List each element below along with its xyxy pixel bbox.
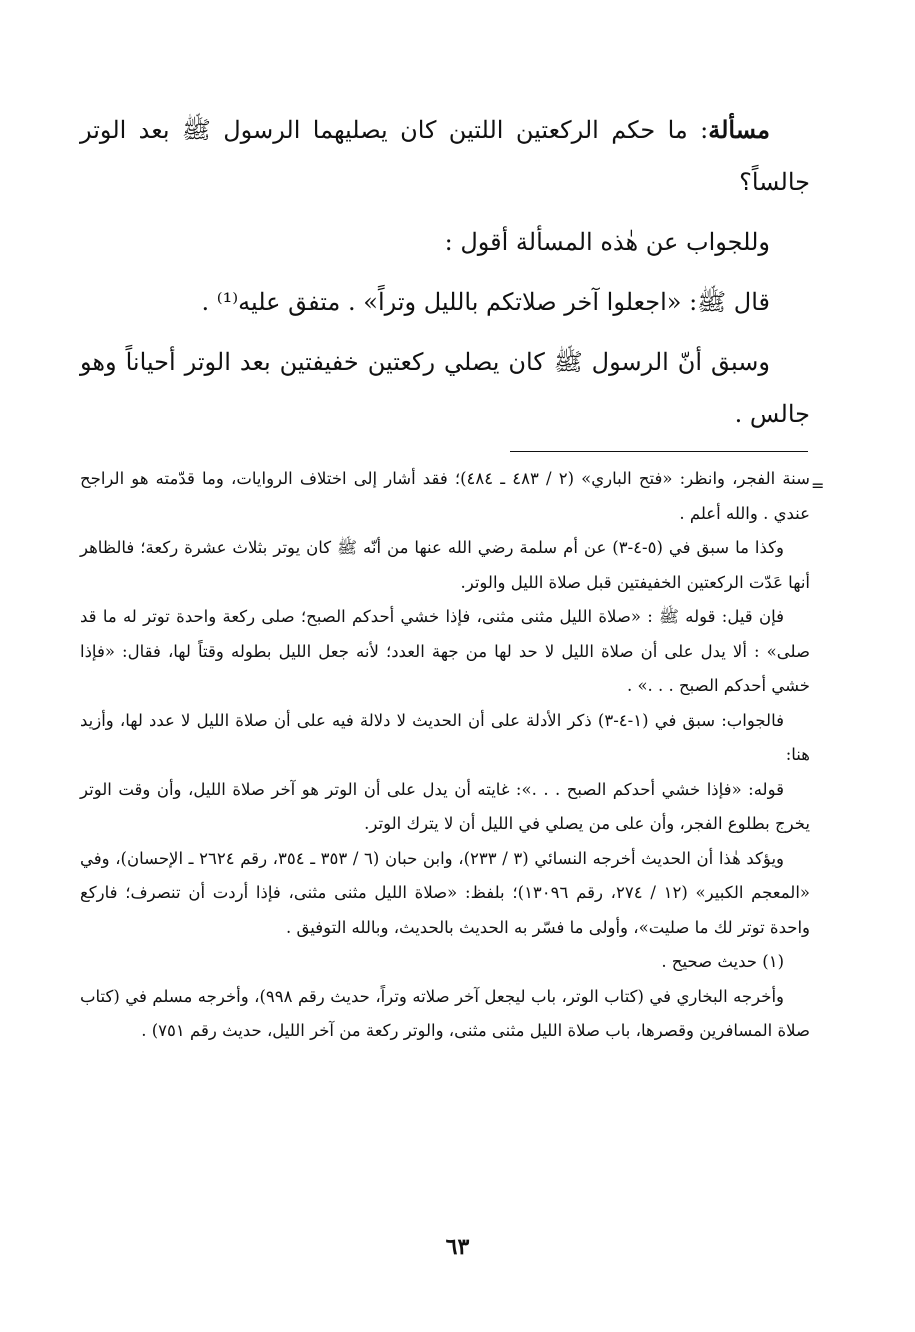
page-number: ٦٣ xyxy=(445,1234,470,1260)
footnote-paragraph: قوله: «فإذا خشي أحدكم الصبح . . .»: غايته أن يدل على أن الوتر هو آخر صلاة الليل، وأن وقت الوتر يخرج بطلوع الفجر، وأن على من يصلي في الليل أن لا يترك الوتر. xyxy=(80,779,810,833)
footnote-paragraph: وكذا ما سبق في (٥-٤-٣) عن أم سلمة رضي الله عنها من أنّه ﷺ كان يوتر بثلاث عشرة ركعة؛ فالظاهر أنها عَدّت الركعتين الخفيفتين قبل صلاة الليل والوتر. xyxy=(80,538,810,592)
footnote-paragraph: وأخرجه البخاري في (كتاب الوتر، باب ليجعل آخر صلاته وتراً، حديث رقم ٩٩٨)، وأخرجه مسلم في (كتاب صلاة المسافرين وقصرها، باب صلاة الليل مثنى مثنى، والوتر ركعة من آخر الليل، حديث رقم ٧٥١) . xyxy=(80,986,810,1040)
footnote-paragraph: سنة الفجر، وانظر: «فتح الباري» (٢ / ٤٨٣ ـ ٤٨٤)؛ فقد أشار إلى اختلاف الروايات، وما قدّمته هو الراجح عندي . والله أعلم . xyxy=(80,469,810,523)
question-term: مسألة xyxy=(708,115,770,144)
footnote-paragraph: ويؤكد هٰذا أن الحديث أخرجه النسائي (٣ / ٢٣٣)، وابن حبان (٦ / ٣٥٣ ـ ٣٥٤، رقم ٢٦٢٤ ـ الإحسان)، وفي «المعجم الكبير» (١٢ / ٢٧٤، رقم ١٣٠٩٦)؛ بلفظ: «صلاة الليل مثنى مثنى، فإذا أردت أن تنصرف؛ فاركع واحدة توتر لك ما صليت»، وأولى ما فسّر به الحديث بالحديث، وبالله التوفيق . xyxy=(80,848,810,937)
hadith-quote: قال ﷺ: «اجعلوا آخر صلاتكم بالليل وتراً» . متفق عليه⁽¹⁾ . xyxy=(201,288,770,316)
answer-intro: وللجواب عن هٰذه المسألة أقول : xyxy=(444,228,770,256)
continuation-mark: = xyxy=(811,476,825,495)
question-text: : ما حكم الركعتين اللتين كان يصليهما الرسول ﷺ بعد الوتر جالساً؟ xyxy=(80,116,810,196)
main-text xyxy=(80,104,810,448)
footnote-number-1: (١) حديث صحيح . xyxy=(661,952,784,971)
footnote-divider xyxy=(510,451,808,452)
footnotes xyxy=(80,462,810,1049)
question-paragraph xyxy=(80,104,810,208)
statement-paragraph: وسبق أنّ الرسول ﷺ كان يصلي ركعتين خفيفتين بعد الوتر أحياناً وهو جالس . xyxy=(80,348,810,428)
footnote-paragraph: فإن قيل: قوله ﷺ : «صلاة الليل مثنى مثنى، فإذا خشي أحدكم الصبح؛ صلى ركعة واحدة توتر له ما قد صلى» : ألا يدل على أن صلاة الليل لا حد لها من جهة العدد؛ لأنه جعل الليل بطوله وقتاً لها، فقال: «فإذا خشي أحدكم الصبح . . .» . xyxy=(80,607,810,695)
footnote-paragraph: فالجواب: سبق في (١-٤-٣) ذكر الأدلة على أن الحديث لا دلالة فيه على أن صلاة الليل لا عدد لها، وأزيد هنا: xyxy=(80,710,810,764)
